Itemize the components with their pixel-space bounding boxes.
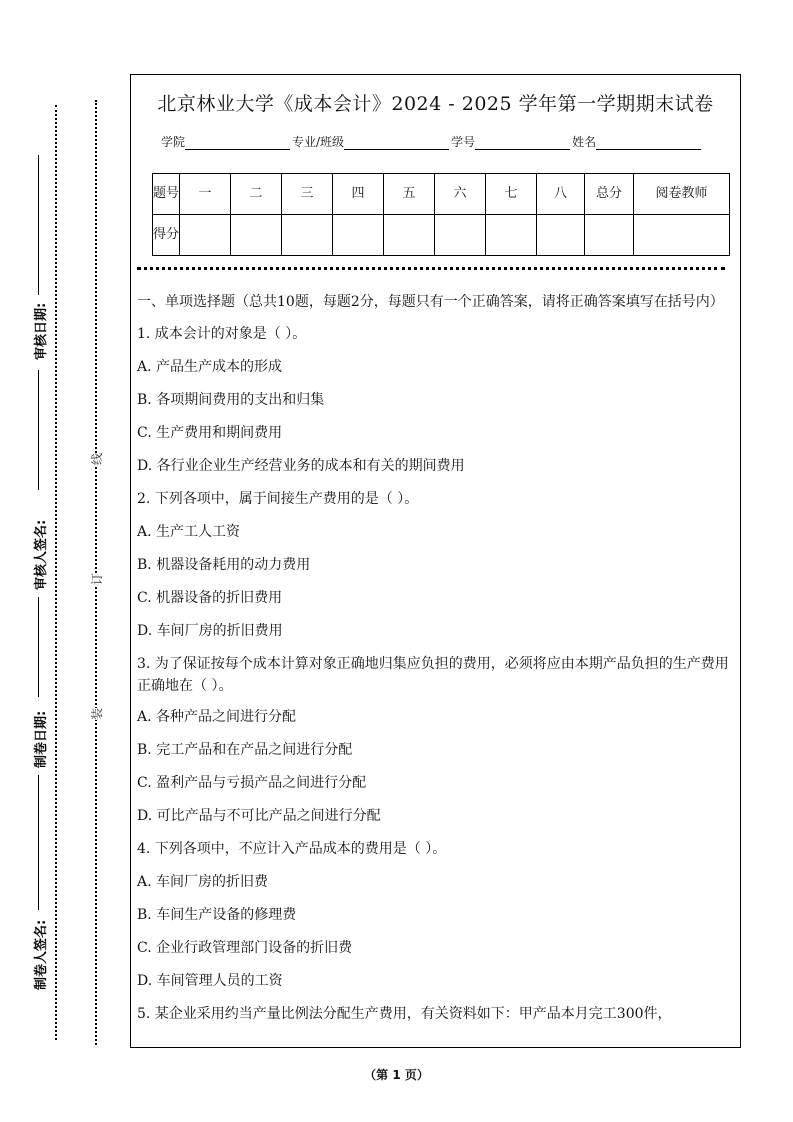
row-header-question-no: 题号: [153, 174, 180, 215]
major-field[interactable]: [344, 135, 449, 150]
review-date-line: [38, 155, 39, 295]
question-2-option-d: D. 车间厂房的折旧费用: [137, 623, 283, 639]
score-cell[interactable]: [282, 215, 333, 256]
question-4-option-d: D. 车间管理人员的工资: [137, 973, 283, 989]
student-id-field[interactable]: [475, 135, 570, 150]
score-col-grader: 阅卷教师: [634, 174, 730, 215]
binding-char-xian: 线: [86, 453, 107, 465]
question-1-option-a: A. 产品生产成本的形成: [137, 359, 283, 375]
score-cell[interactable]: [585, 215, 634, 256]
question-4: 4. 下列各项中，不应计入产品成本的费用是（ ）。: [137, 841, 447, 857]
score-col-4: 四: [333, 174, 384, 215]
college-field[interactable]: [185, 135, 290, 150]
review-date-label: 审核日期:: [34, 302, 49, 360]
binding-margin: [0, 0, 128, 1122]
question-2: 2. 下列各项中，属于间接生产费用的是（ ）。: [137, 491, 419, 507]
binding-char-ding: 订: [86, 573, 107, 585]
score-col-2: 二: [231, 174, 282, 215]
name-label: 姓名: [572, 135, 597, 149]
question-4-option-b: B. 车间生产设备的修理费: [137, 907, 297, 923]
section-single-choice: [137, 291, 737, 1036]
question-2-option-b: B. 机器设备耗用的动力费用: [137, 557, 311, 573]
binding-dotted-line-outer: [55, 105, 57, 1040]
college-label: 学院: [161, 135, 186, 149]
score-table-header-row: [153, 174, 730, 215]
score-cell[interactable]: [435, 215, 486, 256]
question-4-option-a: A. 车间厂房的折旧费: [137, 874, 269, 890]
reviewer-signature-line: [38, 370, 39, 490]
question-4-option-c: C. 企业行政管理部门设备的折旧费: [137, 940, 353, 956]
score-col-8: 八: [537, 174, 585, 215]
maker-date-label: 制卷日期:: [34, 710, 49, 768]
question-1-option-d: D. 各行业企业生产经营业务的成本和有关的期间费用: [137, 458, 465, 474]
score-table-score-row: [153, 215, 730, 256]
exam-frame: [130, 74, 741, 1048]
section-heading: 一、单项选择题（总共10题，每题2分，每题只有一个正确答案，请将正确答案填写在括号内）: [137, 294, 724, 310]
score-col-6: 六: [435, 174, 486, 215]
reviewer-signature-label: 审核人签名:: [34, 519, 49, 590]
score-cell[interactable]: [634, 215, 730, 256]
question-3: 3. 为了保证按每个成本计算对象正确地归集应负担的费用，必须将应由本期产品负担的生产费用正确地在（ ）。: [137, 656, 729, 694]
maker-date-line: [38, 597, 39, 697]
question-1: 1. 成本会计的对象是（ ）。: [137, 326, 307, 342]
major-label: 专业/班级: [292, 135, 345, 149]
question-3-option-c: C. 盈利产品与亏损产品之间进行分配: [137, 775, 367, 791]
question-1-option-c: C. 生产费用和期间费用: [137, 425, 283, 441]
maker-signature-line: [38, 775, 39, 910]
question-3-option-b: B. 完工产品和在产品之间进行分配: [137, 742, 353, 758]
question-5: 5. 某企业采用约当产量比例法分配生产费用，有关资料如下：甲产品本月完工300件，: [137, 1006, 672, 1022]
page-title: 北京林业大学《成本会计》2024 - 2025 学年第一学期期末试卷: [157, 93, 714, 115]
score-col-3: 三: [282, 174, 333, 215]
score-col-total: 总分: [585, 174, 634, 215]
score-cell[interactable]: [180, 215, 231, 256]
name-field[interactable]: [596, 135, 701, 150]
score-col-1: 一: [180, 174, 231, 215]
score-col-5: 五: [384, 174, 435, 215]
question-2-option-a: A. 生产工人工资: [137, 524, 241, 540]
binding-char-zhuang: 装: [86, 708, 107, 720]
student-id-label: 学号: [451, 135, 476, 149]
score-table: [152, 173, 730, 256]
score-col-7: 七: [486, 174, 537, 215]
student-info-row: [161, 133, 703, 150]
section-separator: [137, 267, 725, 270]
question-2-option-c: C. 机器设备的折旧费用: [137, 590, 283, 606]
score-cell[interactable]: [231, 215, 282, 256]
score-cell[interactable]: [486, 215, 537, 256]
score-cell[interactable]: [384, 215, 435, 256]
question-3-option-a: A. 各种产品之间进行分配: [137, 709, 297, 725]
question-1-option-b: B. 各项期间费用的支出和归集: [137, 392, 325, 408]
question-3-option-d: D. 可比产品与不可比产品之间进行分配: [137, 808, 381, 824]
score-cell[interactable]: [333, 215, 384, 256]
row-header-score: 得分: [153, 215, 180, 256]
page-number: （第 1 页）: [364, 1068, 429, 1082]
maker-signature-label: 制卷人签名:: [34, 919, 49, 990]
score-cell[interactable]: [537, 215, 585, 256]
